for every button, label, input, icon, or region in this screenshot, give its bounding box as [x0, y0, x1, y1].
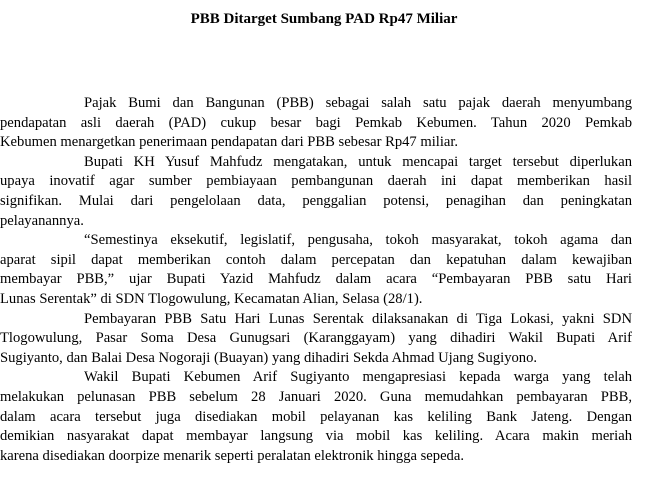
- paragraph-line: membayar PBB,” ujar Bupati Yazid Mahfudz dalam acara “Pembayaran PBB satu Hari: [0, 271, 632, 288]
- paragraph-5: [0, 368, 632, 466]
- paragraph-4: [0, 310, 632, 369]
- paragraph-line: karena disediakan doorpize menarik seperti peralatan elektronik hingga sepeda.: [0, 447, 464, 464]
- paragraph-line: demikian nasyarakat dapat membayar langsung via mobil kas keliling. Acara makin meriah: [0, 428, 632, 445]
- paragraph-line: “Semestinya eksekutif, legislatif, pengusaha, tokoh masyarakat, tokoh agama dan: [84, 232, 632, 249]
- paragraph-line: Wakil Bupati Kebumen Arif Sugiyanto mengapresiasi kepada warga yang telah: [84, 369, 632, 386]
- paragraph-line: signifikan. Mulai dari pengelolaan data, penggalian potensi, penagihan dan peningkatan: [0, 192, 632, 209]
- paragraph-line: Lunas Serentak” di SDN Tlogowulung, Kecamatan Alian, Selasa (28/1).: [0, 290, 423, 307]
- paragraph-line: upaya inovatif agar sumber pembiayaan pembangunan daerah ini dapat memberikan hasil: [0, 173, 632, 190]
- document-body: [0, 94, 632, 466]
- paragraph-line: Sugiyanto, dan Balai Desa Nogoraji (Buayan) yang dihadiri Sekda Ahmad Ujang Sugiyono.: [0, 349, 538, 366]
- paragraph-line: pendapatan asli daerah (PAD) cukup besar bagi Pemkab Kebumen. Tahun 2020 Pemkab: [0, 114, 632, 131]
- paragraph-line: pelayanannya.: [0, 212, 84, 229]
- paragraph-line: Bupati KH Yusuf Mahfudz mengatakan, untuk mencapai target tersebut diperlukan: [84, 153, 632, 170]
- paragraph-line: Pembayaran PBB Satu Hari Lunas Serentak dilaksanakan di Tiga Lokasi, yakni SDN: [84, 310, 632, 327]
- document-title: PBB Ditarget Sumbang PAD Rp47 Miliar: [190, 11, 458, 27]
- paragraph-line: dalam acara tersebut juga disediakan mobil pelayanan kas keliling Bank Jateng. Dengan: [0, 408, 632, 425]
- paragraph-1: [0, 94, 632, 153]
- paragraph-line: Kebumen menargetkan penerimaan pendapatan dari PBB sebesar Rp47 miliar.: [0, 134, 459, 151]
- paragraph-line: melakukan pelunasan PBB sebelum 28 Januari 2020. Guna memudahkan pembayaran PBB,: [0, 388, 632, 405]
- paragraph-line: aparat sipil dapat memberikan contoh dalam percepatan dan kepatuhan dalam kewajiban: [0, 251, 632, 268]
- paragraph-line: Pajak Bumi dan Bangunan (PBB) sebagai salah satu pajak daerah menyumbang: [84, 95, 632, 111]
- paragraph-2: [0, 153, 632, 231]
- paragraph-line: Tlogowulung, Pasar Soma Desa Gunugsari (Karanggayam) yang dihadiri Wakil Bupati Arif: [0, 330, 632, 347]
- paragraph-3: [0, 231, 632, 309]
